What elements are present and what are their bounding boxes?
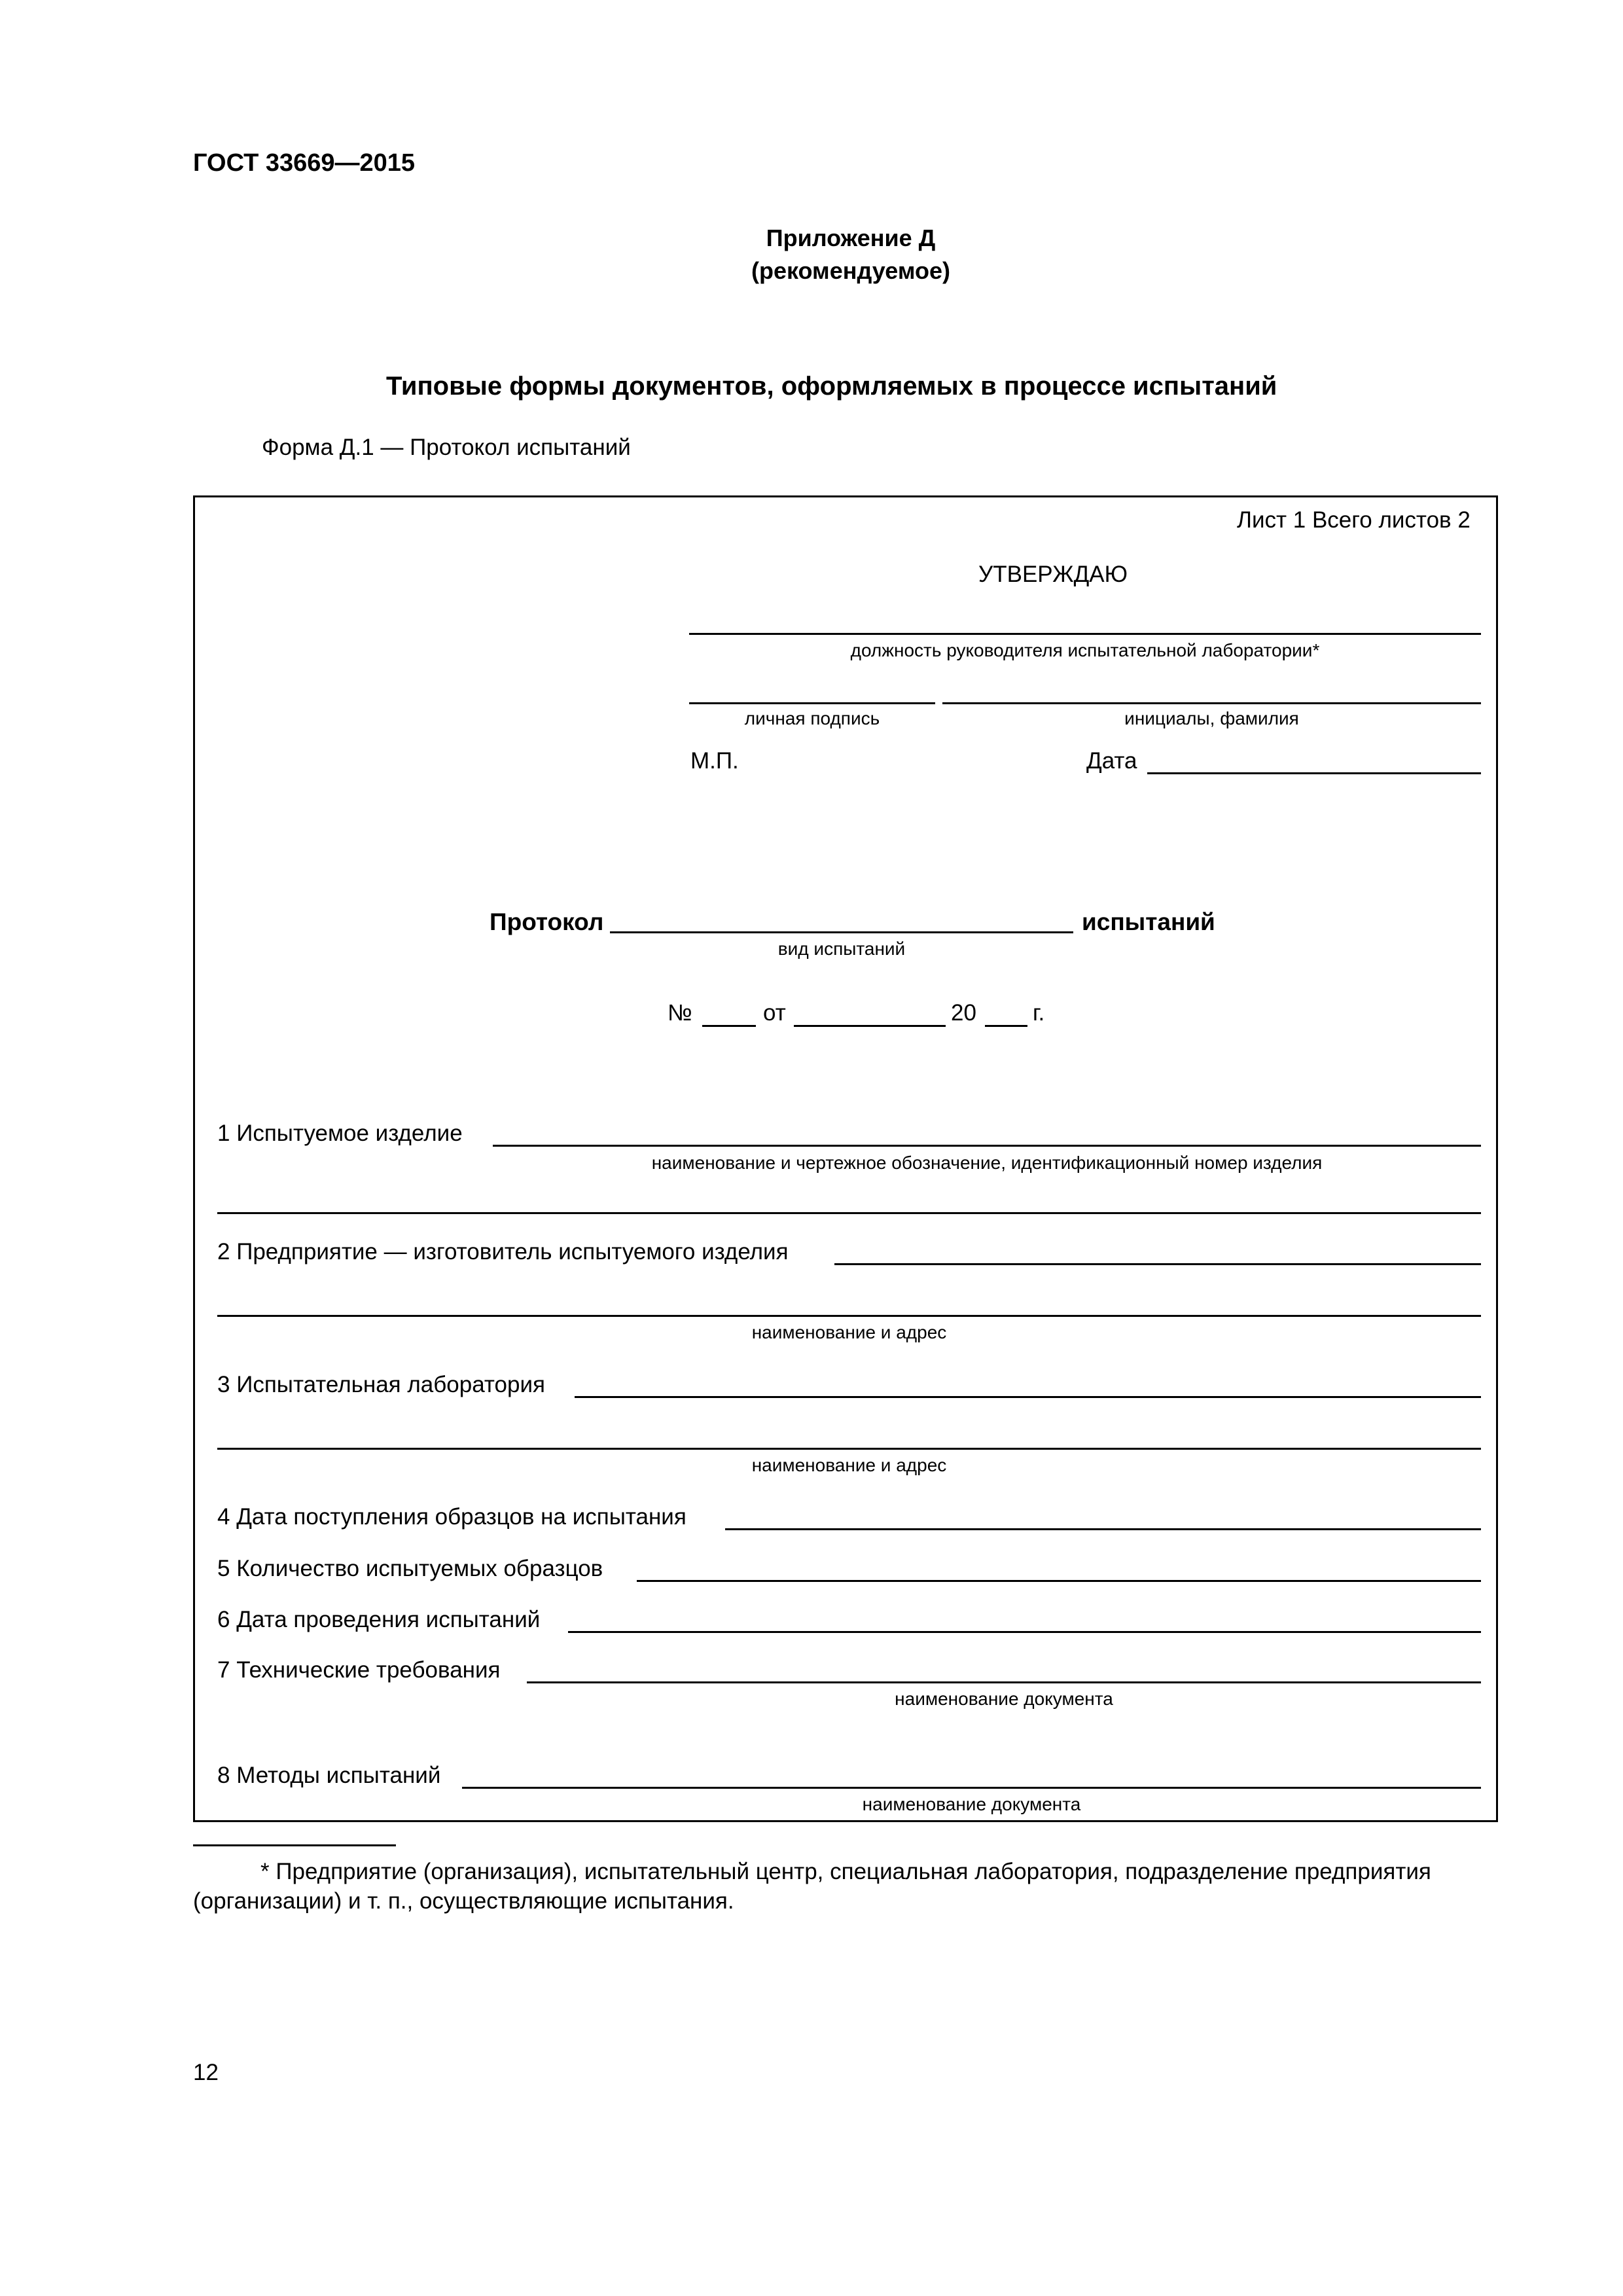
signature-line[interactable]	[689, 702, 935, 704]
document-standard-number: ГОСТ 33669—2015	[193, 149, 416, 177]
footnote-line-1: * Предприятие (организация), испытательный центр, специальная лаборатория, подразделение предприятия	[260, 1859, 1431, 1884]
protocol-label: Протокол	[490, 908, 604, 935]
year-suffix: г.	[1033, 1000, 1045, 1026]
number-label: №	[668, 1000, 692, 1026]
field-4-label: 4 Дата поступления образцов на испытания	[217, 1504, 687, 1530]
field-6-line[interactable]	[568, 1631, 1481, 1633]
position-line[interactable]	[689, 633, 1481, 635]
year-prefix: 20	[951, 1000, 976, 1026]
signature-caption: личная подпись	[744, 708, 880, 728]
field-8-label: 8 Методы испытаний	[217, 1763, 441, 1788]
appendix-subtitle: (рекомендуемое)	[751, 257, 950, 284]
page-number: 12	[193, 2060, 219, 2085]
field-2-line[interactable]	[834, 1263, 1481, 1265]
form-caption: Форма Д.1 — Протокол испытаний	[262, 435, 631, 460]
section-title: Типовые формы документов, оформляемых в процессе испытаний	[386, 372, 1277, 401]
field-6-label: 6 Дата проведения испытаний	[217, 1607, 541, 1632]
approve-label: УТВЕРЖДАЮ	[978, 562, 1128, 587]
field-3-caption: наименование и адрес	[751, 1455, 947, 1475]
field-2-line-2[interactable]	[217, 1315, 1481, 1317]
field-7-label: 7 Технические требования	[217, 1657, 501, 1683]
field-8-caption: наименование документа	[862, 1794, 1081, 1814]
date-line[interactable]	[1147, 772, 1481, 774]
field-3-line[interactable]	[575, 1396, 1481, 1398]
date-label: Дата	[1086, 748, 1137, 774]
name-line[interactable]	[942, 702, 1481, 704]
appendix-title: Приложение Д	[766, 224, 936, 251]
field-2-caption: наименование и адрес	[751, 1322, 947, 1342]
year-line[interactable]	[985, 1025, 1027, 1027]
sheet-counter: Лист 1 Всего листов 2	[1237, 507, 1471, 533]
test-type-caption: вид испытаний	[777, 939, 906, 959]
field-7-line[interactable]	[527, 1681, 1481, 1683]
test-type-line[interactable]	[610, 931, 1073, 933]
number-line[interactable]	[702, 1025, 756, 1027]
field-8-line[interactable]	[462, 1787, 1481, 1789]
field-4-line[interactable]	[725, 1528, 1481, 1530]
field-2-label: 2 Предприятие — изготовитель испытуемого изделия	[217, 1239, 789, 1265]
position-caption: должность руководителя испытательной лаборатории*	[850, 640, 1320, 660]
field-1-line-2[interactable]	[217, 1212, 1481, 1214]
name-caption: инициалы, фамилия	[1124, 708, 1299, 728]
field-5-label: 5 Количество испытуемых образцов	[217, 1556, 603, 1581]
field-3-line-2[interactable]	[217, 1448, 1481, 1450]
field-1-line[interactable]	[493, 1145, 1481, 1147]
footnote-separator	[193, 1844, 396, 1846]
field-1-caption: наименование и чертежное обозначение, идентификационный номер изделия	[651, 1153, 1323, 1173]
from-label: от	[763, 1000, 786, 1026]
field-1-label: 1 Испытуемое изделие	[217, 1121, 463, 1146]
date-day-line[interactable]	[794, 1025, 946, 1027]
seal-label: М.П.	[690, 748, 739, 774]
field-3-label: 3 Испытательная лаборатория	[217, 1372, 545, 1397]
protocol-tests-label: испытаний	[1082, 908, 1215, 935]
field-5-line[interactable]	[637, 1580, 1481, 1582]
footnote-line-2: (организации) и т. п., осуществляющие испытания.	[193, 1888, 734, 1914]
field-7-caption: наименование документа	[895, 1689, 1113, 1709]
